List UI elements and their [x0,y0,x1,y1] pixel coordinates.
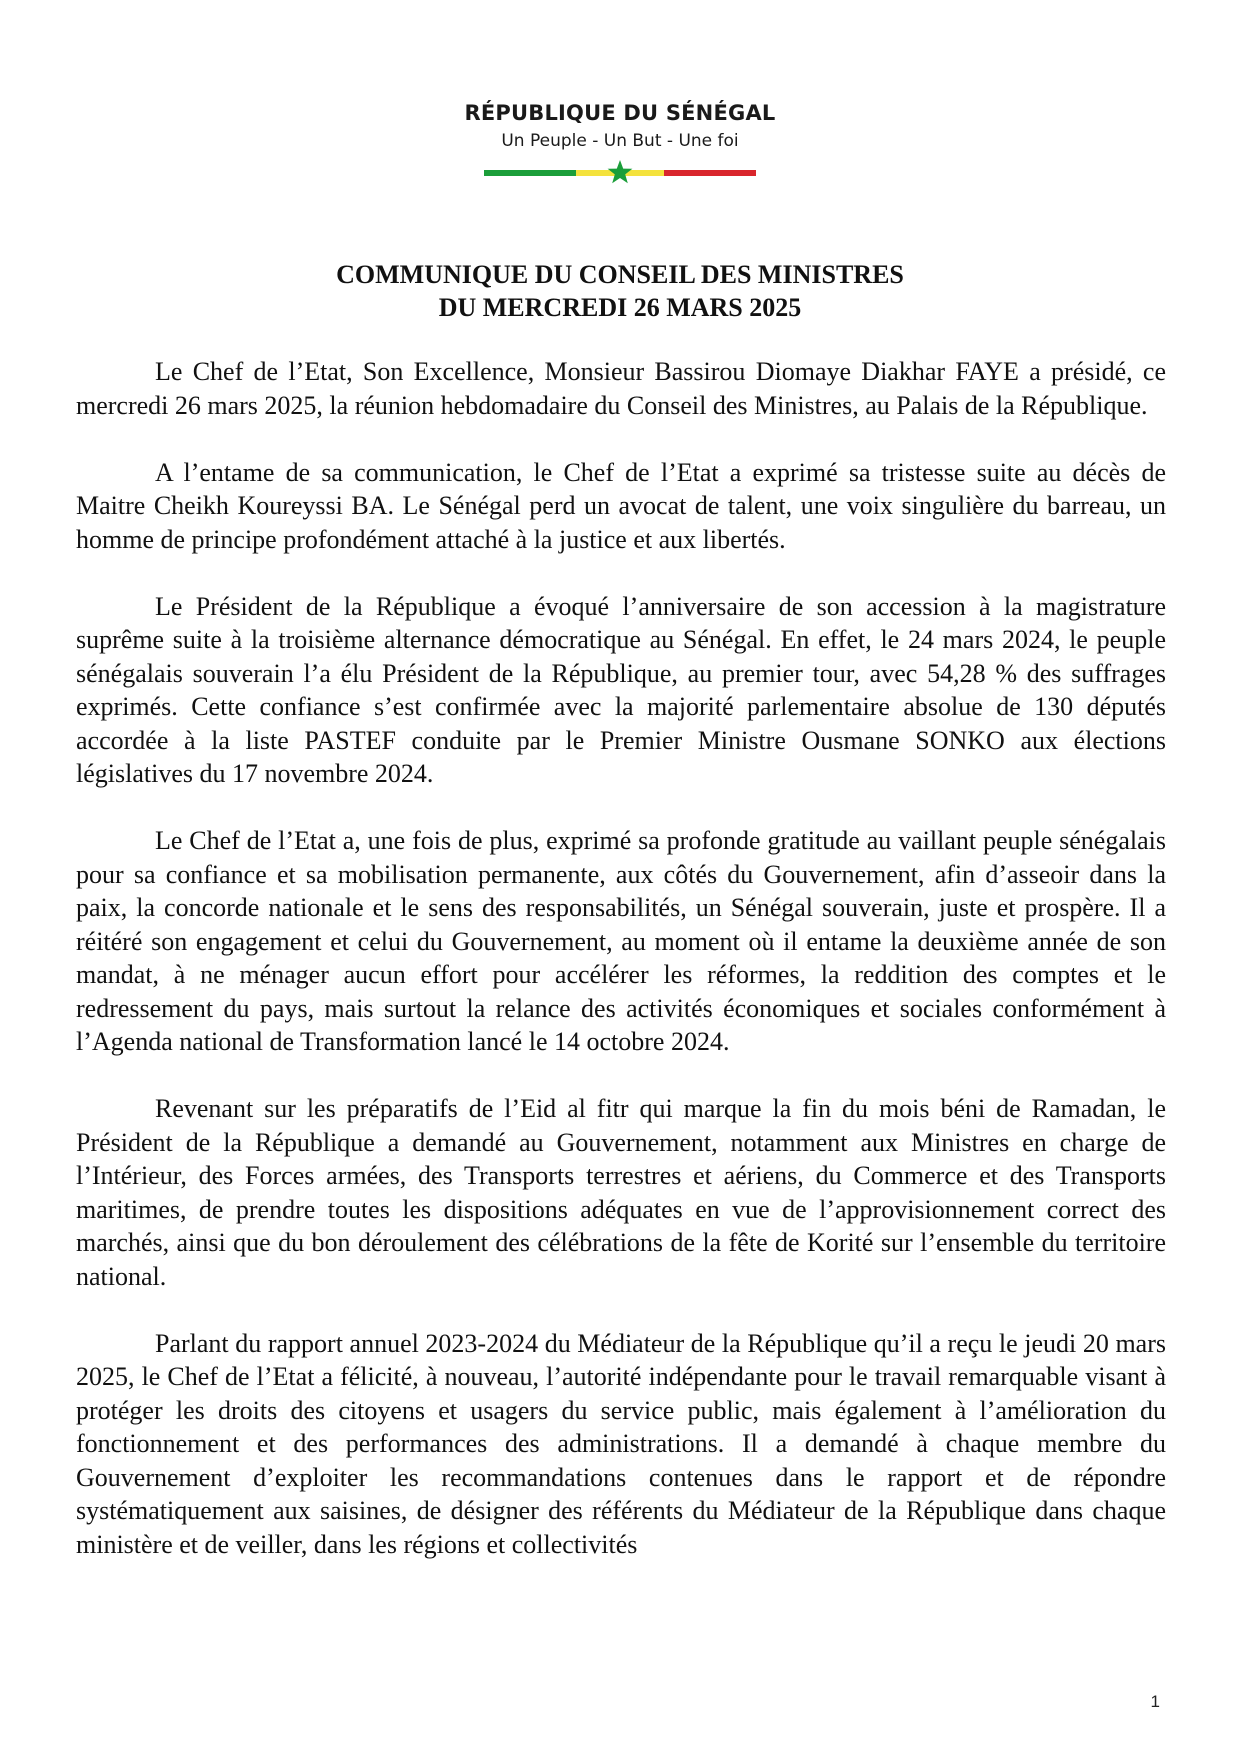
paragraph: Revenant sur les préparatifs de l’Eid al fitr qui marque la fin du mois béni de Ramadan, le Président de la République a demandé au Gouvernement, notamment aux Ministres en charge de l’Intérieur, des Forces armées, des Transports terrestres et aériens, du Commerce et des Transports maritimes, de prendre toutes les dispositions adéquates en vue de l’approvisionnement correct des marchés, ainsi que du bon déroulement des célébrations de la fête de Korité sur l’ensemble du territoire national. [76,1094,1166,1291]
title-line-2: DU MERCREDI 26 MARS 2025 [438,293,802,322]
document-body [76,355,1166,1595]
paragraph: A l’entame de sa communication, le Chef de l’Etat a exprimé sa tristesse suite au décès de Maitre Cheikh Koureyssi BA. Le Sénégal perd un avocat de talent, une voix singulière du barreau, un homme de principe profondément attaché à la justice et aux libertés. [76,457,1166,554]
paragraph: Le Chef de l’Etat, Son Excellence, Monsieur Bassirou Diomaye Diakhar FAYE a présidé, ce mercredi 26 mars 2025, la réunion hebdomadaire du Conseil des Ministres, au Palais de la République. [76,357,1166,420]
paragraph: Le Président de la République a évoqué l’anniversaire de son accession à la magistrature suprême suite à la troisième alternance démocratique au Sénégal. En effet, le 24 mars 2024, le peuple sénégalais souverain l’a élu Président de la République, au premier tour, avec 54,28 % des suffrages exprimés. Cette confiance s’est confirmée avec la majorité parlementaire absolue de 130 députés accordée à la liste PASTEF conduite par le Premier Ministre Ousmane SONKO aux élections législatives du 17 novembre 2024. [76,591,1166,788]
letterhead [0,100,1240,182]
flag-stripe-red [664,170,756,176]
republic-name: RÉPUBLIQUE DU SÉNÉGAL [464,101,776,125]
star-icon [607,160,633,184]
document-title [0,258,1240,324]
paragraph: Le Chef de l’Etat a, une fois de plus, exprimé sa profonde gratitude au vaillant peuple sénégalais pour sa confiance et sa mobilisation permanente, aux côtés du Gouvernement, afin d’asseoir dans la paix, la concorde nationale et le sens des responsabilités, un Sénégal souverain, juste et prospère. Il a réitéré son engagement et celui du Gouvernement, au moment où il entame la deuxième année de son mandat, à ne ménager aucun effort pour accélérer les réformes, la reddition des comptes et le redressement du pays, mais surtout la relance des activités économiques et sociales conformément à l’Agenda national de Transformation lancé le 14 octobre 2024. [76,826,1166,1056]
page-number: 1 [1150,1692,1160,1711]
flag-bar [484,158,756,182]
title-line-1: COMMUNIQUE DU CONSEIL DES MINISTRES [336,260,904,289]
paragraph: Parlant du rapport annuel 2023-2024 du Médiateur de la République qu’il a reçu le jeudi 20 mars 2025, le Chef de l’Etat a félicité, à nouveau, l’autorité indépendante pour le travail remarquable visant à protéger les droits des citoyens et usagers du service public, mais également à l’amélioration du fonctionnement et des performances des administrations. Il a demandé à chaque membre du Gouvernement d’exploiter les recommandations contenues dans le rapport et de répondre systématiquement aux saisines, de désigner des référents du Médiateur de la République dans chaque ministère et de veiller, dans les régions et collectivités [76,1328,1166,1559]
flag-stripe-green [484,170,576,176]
national-motto: Un Peuple - Un But - Une foi [501,131,739,151]
